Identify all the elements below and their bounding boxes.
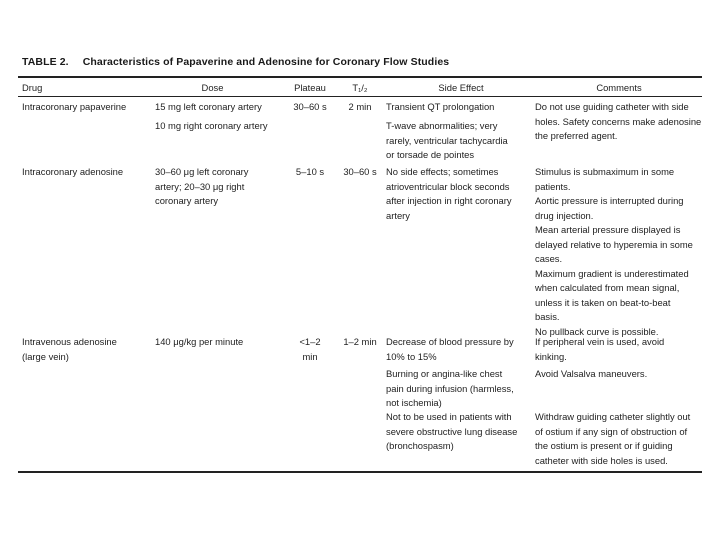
bottom-rule [18, 471, 702, 473]
row3-comment-vein: If peripheral vein is used, avoid kinking. [535, 336, 665, 362]
row3-thalf: 1–2 min [343, 336, 377, 347]
table-label: TABLE 2. [22, 56, 69, 68]
header-side-effect: Side Effect [438, 82, 484, 93]
row1-drug: Intracoronary papaverine [22, 101, 127, 112]
row2-dose: 30–60 μg left coronary artery; 20–30 μg right coronary artery [155, 166, 249, 206]
table-caption [22, 56, 449, 68]
top-rule [18, 76, 702, 78]
header-thalf: T₁/₂ [352, 82, 368, 93]
row3-side-lung: Not to be used in patients with severe obstructive lung disease (bronchospasm) [386, 411, 518, 451]
row2-plateau: 5–10 s [295, 166, 325, 177]
row3-side-burning: Burning or angina-like chest pain during infusion (harmless, not ischemia) [386, 368, 514, 408]
row1-thalf: 2 min [348, 101, 372, 112]
row2-thalf: 30–60 s [343, 166, 377, 177]
row1-comment: Do not use guiding catheter with side holes. Safety concerns make adenosine the preferred agent. [535, 101, 702, 141]
row3-side-bp: Decrease of blood pressure by 10% to 15% [386, 336, 514, 362]
header-rule [18, 96, 702, 97]
row3-comment-withdraw: Withdraw guiding catheter slightly out of ostium if any sign of obstruction of the ostium is present or if guiding catheter with side holes is used. [535, 411, 691, 466]
table-title: Characteristics of Papaverine and Adenosine for Coronary Flow Studies [82, 56, 450, 68]
row3-comment-valsalva: Avoid Valsalva maneuvers. [535, 368, 648, 379]
row1-dose-left: 15 mg left coronary artery [155, 101, 262, 112]
header-plateau: Plateau [294, 82, 326, 93]
row1-side-twave: T-wave abnormalities; very rarely, ventricular tachycardia or torsade de pointes [386, 120, 508, 160]
header-drug: Drug [22, 82, 43, 93]
row2-drug: Intracoronary adenosine [22, 166, 124, 177]
row1-dose-right: 10 mg right coronary artery [155, 120, 268, 131]
row3-dose: 140 μg/kg per minute [155, 336, 244, 347]
header-dose: Dose [201, 82, 224, 93]
header-comments: Comments [596, 82, 642, 93]
row3-plateau: <1–2 min [299, 336, 321, 362]
row3-drug: Intravenous adenosine (large vein) [22, 336, 117, 362]
row1-side-qt: Transient QT prolongation [386, 101, 495, 112]
row2-comment: Stimulus is submaximum in some patients. Aortic pressure is interrupted during drug injection. Mean arterial pressure displayed is delayed relative to hyperemia in some cases. Maximum gradient is underestimated when calculated from mean signal, unless it is taken on beat-to-beat basis. No pullback curve is possible. [535, 166, 693, 337]
row2-side: No side effects; sometimes atrioventricular block seconds after injection in right coronary artery [386, 166, 512, 221]
row1-plateau: 30–60 s [293, 101, 327, 112]
